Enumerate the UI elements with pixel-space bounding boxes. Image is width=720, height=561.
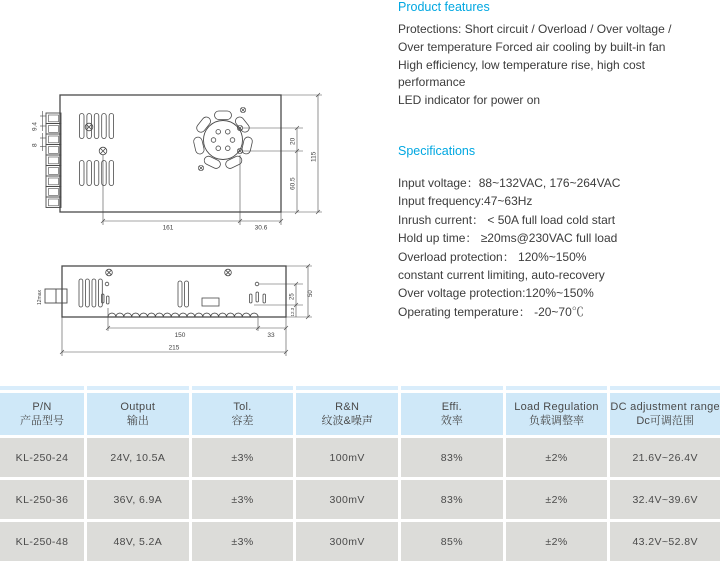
table-accent-strip [401, 386, 503, 390]
dim-label: 9.4 [31, 121, 39, 131]
cell-ripple-noise: 100mV [296, 438, 398, 477]
side-vents [79, 279, 266, 307]
feature-line: Over temperature Forced air cooling by built-in fan [398, 39, 666, 54]
header-en: P/N [32, 400, 52, 413]
cell-load-regulation: ±2% [506, 522, 608, 561]
dim-label: 33 [267, 332, 275, 339]
col-header-pn [0, 393, 84, 435]
dim-label: 12max [37, 289, 43, 305]
product-features-heading: Product features [398, 0, 490, 14]
dim-label: 150 [174, 332, 186, 339]
spec-line: Input frequency:47~63Hz [398, 194, 533, 209]
spec-line: Inrush current： < 50A full load cold start [398, 212, 616, 227]
dimension-lines [60, 264, 312, 356]
model-spec-table [0, 386, 720, 561]
cell-load-regulation: ±2% [506, 480, 608, 519]
cell-tolerance: ±3% [192, 438, 294, 477]
screw-icon [240, 107, 245, 112]
header-en: DC adjustment range [610, 400, 720, 413]
specifications-text [398, 174, 720, 321]
dim-label: 30.6 [254, 224, 268, 232]
col-header-tolerance [192, 393, 294, 435]
cell-ripple-noise: 300mV [296, 480, 398, 519]
col-header-dc-adjustment-range [610, 393, 720, 435]
cell-tolerance: ±3% [192, 480, 294, 519]
header-zh: 纹波&噪声 [321, 414, 373, 427]
cell-pn: KL-250-48 [0, 522, 84, 561]
header-zh: 负载调整率 [529, 414, 584, 427]
dim-label: 60.5 [289, 177, 297, 190]
header-zh: 输出 [126, 414, 149, 427]
cell-efficiency: 83% [401, 480, 503, 519]
cell-dc-range: 32.4V~39.6V [610, 480, 720, 519]
col-header-efficiency [401, 393, 503, 435]
table-accent-strip [296, 386, 398, 390]
cell-ripple-noise: 300mV [296, 522, 398, 561]
header-zh: 容差 [231, 414, 254, 427]
feature-line: LED indicator for power on [398, 93, 541, 108]
table-accent-strip [506, 386, 608, 390]
cell-pn: KL-250-24 [0, 438, 84, 477]
spec-line: Overload protection： 120%~150% [398, 249, 587, 264]
cell-dc-range: 21.6V~26.4V [610, 438, 720, 477]
cell-dc-range: 43.2V~52.8V [610, 522, 720, 561]
vent-slots-top [80, 114, 114, 186]
header-zh: Dc可调范围 [636, 414, 694, 427]
spec-line: Hold up time： ≥20ms@230VAC full load [398, 231, 618, 246]
product-features-section [398, 0, 720, 110]
feature-line: High efficiency, low temperature rise, high cost [398, 57, 646, 72]
header-en: Load Regulation [514, 400, 599, 413]
terminal-block [46, 113, 61, 208]
dim-label: 161 [162, 224, 174, 232]
feature-line: Protections: Short circuit / Overload / Over voltage / [398, 22, 672, 36]
cell-tolerance: ±3% [192, 522, 294, 561]
col-header-output [87, 393, 189, 435]
cell-load-regulation: ±2% [506, 438, 608, 477]
header-en: Tol. [233, 400, 252, 413]
table-accent-strip [192, 386, 294, 390]
header-en: R&N [335, 400, 360, 413]
screw-icon [99, 147, 107, 155]
screw-icon [198, 165, 203, 170]
dim-label: 215 [168, 344, 180, 352]
table-accent-strip [87, 386, 189, 390]
feature-line: performance [398, 75, 466, 90]
cell-output: 48V, 5.2A [87, 522, 189, 561]
cell-output: 24V, 10.5A [87, 438, 189, 477]
cell-efficiency: 83% [401, 438, 503, 477]
drawing-top-view [25, 82, 335, 242]
side-connector [45, 289, 67, 303]
dim-label: 8 [31, 143, 39, 147]
spec-line: Input voltage：88~132VAC, 176~264VAC [398, 176, 621, 190]
spec-line: constant current limiting, auto-recovery [398, 268, 605, 283]
cell-pn: KL-250-36 [0, 480, 84, 519]
dimension-lines [40, 93, 322, 225]
dim-label: 20 [289, 137, 297, 145]
col-header-load-regulation [506, 393, 608, 435]
col-header-ripple-noise [296, 393, 398, 435]
dim-label: 115 [310, 151, 318, 162]
header-en: Output [120, 400, 156, 413]
specifications-heading: Specifications [398, 144, 476, 158]
table-accent-strip [0, 386, 84, 390]
specifications-section [398, 144, 720, 321]
header-en: Effi. [441, 400, 462, 413]
product-features-text [398, 21, 720, 110]
cell-output: 36V, 6.9A [87, 480, 189, 519]
spec-line: Over voltage protection:120%~150% [398, 286, 594, 301]
table-accent-strip [610, 386, 720, 390]
cell-efficiency: 85% [401, 522, 503, 561]
dim-label: 25 [289, 293, 296, 300]
dim-label: 12.3 [290, 307, 295, 317]
dim-label: 50 [308, 290, 314, 297]
header-zh: 效率 [440, 414, 463, 427]
spec-line: Operating temperature： -20~70℃ [398, 304, 584, 319]
header-zh: 产品型号 [20, 414, 64, 427]
drawing-side-view [25, 252, 335, 365]
fan-icon [193, 111, 253, 170]
